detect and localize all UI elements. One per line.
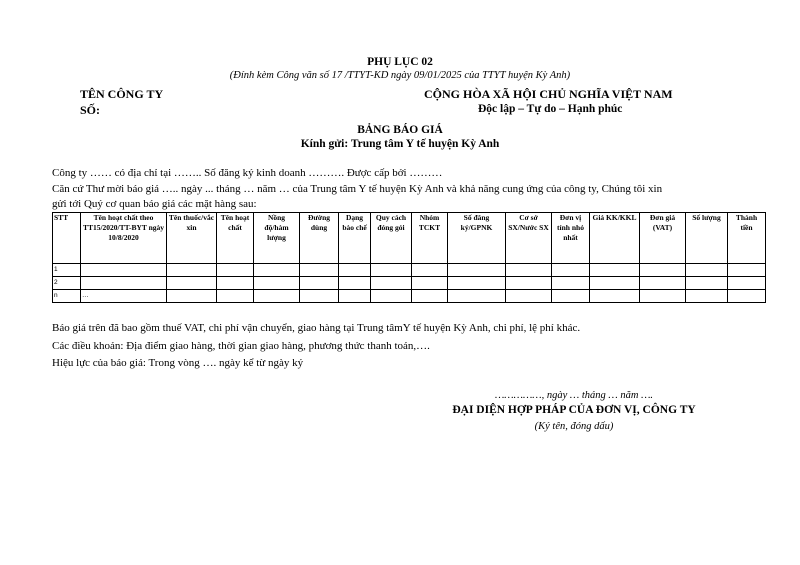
table-cell	[552, 290, 590, 303]
table-cell	[686, 264, 728, 277]
table-cell	[728, 264, 766, 277]
table-cell	[728, 290, 766, 303]
table-cell	[686, 290, 728, 303]
table-cell	[448, 264, 506, 277]
table-cell	[300, 290, 339, 303]
table-cell	[506, 264, 552, 277]
intro-line-3: gửi tới Quý cơ quan báo giá các mặt hàng sau:	[52, 198, 257, 210]
signature-date: ……………, ngày … tháng … năm ….	[494, 390, 654, 401]
attachment-note: (Đính kèm Công văn số 17 /TTYT-KD ngày 09/01/2025 của TTYT huyện Kỳ Anh)	[229, 70, 571, 81]
col-header-declared-price: Giá KK/KKL	[590, 213, 640, 264]
col-header-total: Thành tiền	[728, 213, 766, 264]
signature-representative: ĐẠI DIỆN HỢP PHÁP CỦA ĐƠN VỊ, CÔNG TY	[452, 404, 696, 416]
table-cell: …	[81, 290, 167, 303]
table-cell	[640, 264, 686, 277]
table-cell	[371, 277, 412, 290]
table-cell	[371, 264, 412, 277]
table-cell	[217, 264, 254, 277]
table-cell	[590, 290, 640, 303]
table-cell	[167, 290, 217, 303]
table-cell	[552, 277, 590, 290]
table-cell	[640, 277, 686, 290]
col-header-unit-price: Đơn giá (VAT)	[640, 213, 686, 264]
note-line-terms: Các điều khoản: Địa điểm giao hàng, thời gian giao hàng, phương thức thanh toán,….	[52, 340, 430, 352]
col-header-technical-group: Nhóm TCKT	[412, 213, 448, 264]
col-header-quantity: Số lượng	[686, 213, 728, 264]
col-header-manufacturer: Cơ sở SX/Nước SX	[506, 213, 552, 264]
table-cell	[506, 277, 552, 290]
table-cell	[254, 264, 300, 277]
table-cell	[448, 290, 506, 303]
signature-note: (Ký tên, đóng dấu)	[534, 421, 614, 432]
table-cell	[217, 277, 254, 290]
table-cell	[686, 277, 728, 290]
col-header-unit: Đơn vị tính nhỏ nhất	[552, 213, 590, 264]
table-cell	[448, 277, 506, 290]
col-header-concentration: Nồng độ/hàm lượng	[254, 213, 300, 264]
col-header-packaging: Quy cách đóng gói	[371, 213, 412, 264]
price-table	[52, 212, 766, 303]
document-number: SỐ:	[80, 103, 101, 117]
note-line-vat: Báo giá trên đã bao gồm thuế VAT, chi phí vận chuyển, giao hàng tại Trung tâmY tế huyện Kỳ Anh, chi phí, lệ phí khác.	[52, 322, 581, 334]
note-line-validity: Hiệu lực của báo giá: Trong vòng …. ngày kể từ ngày ký	[52, 357, 304, 369]
col-header-active-ingredient: Tên hoạt chất	[217, 213, 254, 264]
table-cell	[590, 277, 640, 290]
table-cell	[254, 277, 300, 290]
table-cell	[300, 277, 339, 290]
table-cell	[217, 290, 254, 303]
national-motto: Độc lập – Tự do – Hạnh phúc	[478, 103, 623, 115]
table-cell	[552, 264, 590, 277]
table-cell	[506, 290, 552, 303]
col-header-active-ingredient-circular: Tên hoạt chất theo TT15/2020/TT-BYT ngày 10/8/2020	[81, 213, 167, 264]
table-cell	[412, 264, 448, 277]
col-header-drug-name: Tên thuốc/vắc xin	[167, 213, 217, 264]
table-cell	[81, 264, 167, 277]
col-header-stt: STT	[53, 213, 81, 264]
col-header-dosage-form: Dạng bào chế	[339, 213, 371, 264]
company-name: TÊN CÔNG TY	[80, 87, 164, 101]
col-header-route: Đường dùng	[300, 213, 339, 264]
table-cell	[300, 264, 339, 277]
national-title: CỘNG HÒA XÃ HỘI CHỦ NGHĨA VIỆT NAM	[424, 87, 673, 101]
table-row	[53, 277, 766, 290]
table-cell	[412, 290, 448, 303]
table-cell: 2	[53, 277, 81, 290]
table-cell	[412, 277, 448, 290]
intro-line-2: Căn cứ Thư mời báo giá ….. ngày ... tháng … năm … của Trung tâm Y tế huyện Kỳ Anh và khả năng cung ứng của công ty, Chúng tôi xin	[52, 183, 663, 195]
recipient-line: Kính gửi: Trung tâm Y tế huyện Kỳ Anh	[300, 138, 500, 150]
table-cell	[640, 290, 686, 303]
table-header-row	[53, 213, 766, 264]
table-cell	[339, 264, 371, 277]
table-row	[53, 290, 766, 303]
table-cell	[728, 277, 766, 290]
table-cell	[590, 264, 640, 277]
table-cell	[254, 290, 300, 303]
appendix-title: PHỤ LỤC 02	[367, 56, 433, 68]
table-cell	[81, 277, 167, 290]
table-cell	[339, 290, 371, 303]
table-cell: 1	[53, 264, 81, 277]
col-header-registration: Số đăng ký/GPNK	[448, 213, 506, 264]
table-cell	[167, 264, 217, 277]
table-cell	[371, 290, 412, 303]
table-row	[53, 264, 766, 277]
intro-line-1: Công ty …… có địa chỉ tại …….. Số đăng ký kinh doanh ………. Được cấp bởi ………	[52, 167, 443, 179]
table-cell: n	[53, 290, 81, 303]
document-title: BẢNG BÁO GIÁ	[357, 124, 443, 136]
table-cell	[167, 277, 217, 290]
table-cell	[339, 277, 371, 290]
